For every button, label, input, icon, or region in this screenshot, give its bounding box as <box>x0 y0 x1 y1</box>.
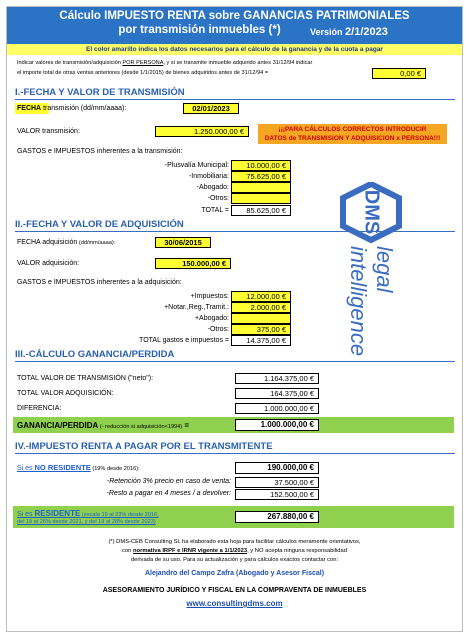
remaining-value: 152.500,00 € <box>235 489 319 500</box>
acquisition-date-label <box>17 239 115 246</box>
result-label: DIFERENCIA: <box>17 405 62 412</box>
nonres-prefix: Si es <box>17 465 35 472</box>
difference-value: 1.000.000,00 € <box>235 403 319 414</box>
spreadsheet-page <box>6 6 463 632</box>
transmission-value-input[interactable]: 1.250.000,00 € <box>155 126 249 137</box>
expense-label: +Impuestos: <box>190 293 229 300</box>
nonres-note: (19% desde 2016): <box>90 466 140 472</box>
transmission-date-input[interactable]: 02/01/2023 <box>183 103 239 114</box>
resident-note-2: del 19 al 26% desde 2021, y del 19 al 28% desde 2023) <box>17 519 156 525</box>
disclaimer-line-2 <box>7 548 462 554</box>
res-prefix: Si es <box>17 511 35 518</box>
version-prefix: Versión <box>310 27 343 37</box>
acquisition-value-label: VALOR adquisición: <box>17 260 80 267</box>
section-1-title: I.-FECHA Y VALOR DE TRANSMISIÓN <box>15 87 185 98</box>
remaining-label: -Resto a pagar en 4 meses / a devolver: <box>106 490 231 497</box>
disclaimer-line-1: (*) DMS-CEB Consulting SL ha elaborado esta hoja para facilitar cálculos meramente orientativos, <box>108 539 361 545</box>
section-1-rule <box>15 99 455 100</box>
resident-label <box>17 509 159 518</box>
expense-label: -Inmobiliaria: <box>188 173 229 180</box>
section-3-title: III.-CÁLCULO GANANCIA/PERDIDA <box>15 349 175 360</box>
expense-notaria-input[interactable]: 2.000,00 € <box>231 302 291 313</box>
gain-label <box>17 421 189 430</box>
page-subtitle: por transmisión inmuebles (*) <box>118 24 281 36</box>
gain-note: (- reducción si adquisición<1994) <box>98 424 183 430</box>
result-label: TOTAL VALOR DE TRANSMISIÓN ("neto"): <box>17 375 154 382</box>
logo-word-intelligence: intelligence <box>346 246 371 357</box>
net-transmission-value: 1.164.375,00 € <box>235 373 319 384</box>
intro-text-c: , y si se transmite inmueble adquirido antes 31/12/94 indicar <box>163 60 313 66</box>
transmission-value-label: VALOR transmisión: <box>17 128 80 135</box>
expense-plusvalia-input[interactable]: 10.000,00 € <box>231 160 291 171</box>
total-acquisition-value: 164.375,00 € <box>235 388 319 399</box>
section-4-title: IV.-IMPUESTO RENTA A PAGAR POR EL TRANSMITENTE <box>15 441 273 452</box>
acquisition-total-label: TOTAL gastos e impuestos = <box>139 337 229 344</box>
yellow-note-bar: El color amarillo indica los datos necesarios para el cálculo de la ganancia y de la cuota a pagar <box>7 44 462 55</box>
expense-abogado-input[interactable] <box>231 182 291 193</box>
intro-text-per-person: POR PERSONA <box>122 60 164 66</box>
logo-word-legal: legal <box>372 246 397 293</box>
header-banner <box>7 7 462 55</box>
contact-name: Alejandro del Campo Zafra (Abogado y Asesor Fiscal) <box>144 570 325 577</box>
dms-logo-icon <box>333 182 453 402</box>
retention-label: -Retención 3% precio en caso de venta: <box>106 478 231 485</box>
date-label-rest: transmisión (dd/mm/aaaa): <box>41 105 127 112</box>
version-date: 2/1/2023 <box>345 26 388 38</box>
expense-label: +Abogado: <box>194 315 229 322</box>
expense-otros-acq-input[interactable]: 375,00 € <box>231 324 291 335</box>
result-label: TOTAL VALOR ADQUISICIÓN: <box>17 390 114 397</box>
expense-label: -Plusvalía Municipal: <box>164 162 229 169</box>
expense-label: +Notar.,Reg.,Tramit.: <box>164 304 229 311</box>
resident-tax-value: 267.880,00 € <box>235 511 319 523</box>
page-title: Cálculo IMPUESTO RENTA sobre GANANCIAS PATRIMONIALES <box>59 10 410 22</box>
logo-brand: DMS <box>360 189 383 235</box>
version-label <box>310 26 388 38</box>
transmission-expenses-title: GASTOS e IMPUESTOS inherentes a la transmisión: <box>17 148 183 155</box>
transmission-total-label: TOTAL = <box>201 207 229 214</box>
warning-line-1: ¡¡¡PARA CÁLCULOS CORRECTOS INTRODUCIR <box>278 126 427 133</box>
tagline: ASESORAMIENTO JURÍDICO Y FISCAL EN LA COMPRAVENTA DE INMUEBLES <box>102 587 367 594</box>
expense-otros-input[interactable] <box>231 193 291 204</box>
gain-equals: = <box>182 421 190 430</box>
expense-label: -Otros: <box>207 326 229 333</box>
warning-box <box>258 124 447 144</box>
intro-line-1 <box>17 60 312 66</box>
acquisition-date-input[interactable]: 30/06/2015 <box>155 237 211 248</box>
disc2-b: normativa IRPF e IRNR vigente a 1/1/2023 <box>133 548 248 554</box>
section-4-rule <box>15 453 455 454</box>
section-2-title: II.-FECHA Y VALOR DE ADQUISICIÓN <box>15 219 184 230</box>
transmission-date-label <box>17 105 126 112</box>
res-note-1: (escala 19 al 23% desde 2016, <box>80 512 159 518</box>
intro-line-2: el importe total de otras ventas anteriores (desde 1/1/2015) de bienes adquiridos antes de 31/12/94 = <box>17 70 269 76</box>
expense-impuestos-input[interactable]: 12.000,00 € <box>231 291 291 302</box>
retention-value: 37.500,00 € <box>235 477 319 488</box>
disc2-a: con <box>122 548 133 554</box>
date-label-bold: FECHA <box>17 105 42 112</box>
disclaimer-line-3: derivada de su uso. Para su actualización y para cálculos exactos contactar con: <box>130 557 339 563</box>
warning-line-2: DATOS de TRANSMISION Y ADQUISICION x PERSONA!!! <box>264 135 441 142</box>
acquisition-value-input[interactable]: 150.000,00 € <box>155 258 231 269</box>
intro-text-a: Indicar valores de transmisión/adquisición <box>17 60 123 66</box>
expense-abogado-acq-input[interactable] <box>231 313 291 324</box>
non-resident-label <box>17 463 140 472</box>
non-resident-tax-value: 190.000,00 € <box>235 462 319 474</box>
expense-label: -Otros: <box>207 195 229 202</box>
expense-label: -Abogado: <box>196 184 229 191</box>
acquisition-expenses-title: GASTOS e IMPUESTOS inherentes a la adquisición: <box>17 279 182 286</box>
disc2-c: , y NO acepta ninguna responsabilidad <box>247 548 347 554</box>
acq-date-label-text: FECHA adquisición <box>17 239 78 246</box>
nonres-label[interactable]: NO RESIDENTE <box>34 463 91 472</box>
res-label[interactable]: RESIDENTE <box>34 509 81 518</box>
previous-sales-input[interactable]: 0,00 € <box>372 68 426 79</box>
gain-value: 1.000.000,00 € <box>235 419 319 431</box>
acq-date-hint: (dd/mm/aaaa): <box>77 240 116 246</box>
acquisition-total-value: 14.375,00 € <box>231 335 291 346</box>
website-link[interactable]: www.consultingdms.com <box>186 599 283 608</box>
gain-label-bold: GANANCIA/PERDIDA <box>17 421 99 430</box>
expense-inmobiliaria-input[interactable]: 75.625,00 € <box>231 171 291 182</box>
transmission-total-value: 85.625,00 € <box>231 205 291 216</box>
